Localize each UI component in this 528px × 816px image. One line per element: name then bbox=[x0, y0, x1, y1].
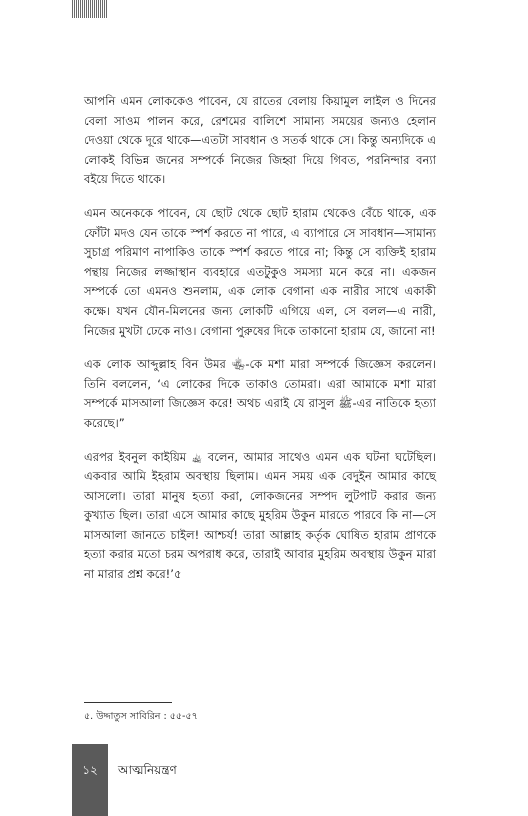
paragraph-4: এরপর ইবনুল কাইয়িম ﵀ বলেন, আমার সাথেও এমন এক ঘটনা ঘটেছিল। একবার আমি ইহরাম অবস্থায় ছিলাম। এমন সময় এক বেদুইন আমার কাছে আসলো। তারা মানুষ হত্যা করা, লোকজনের সম্পদ লুটপাট করার জন্য কুখ্যাত ছিল। তারা এসে আমার কাছে মুহরিম উকুন মারতে পারবে কি না—সে মাসআলা জানতে চাইল! আশ্চর্য! তারা আল্লাহ কর্তৃক ঘোষিত হারাম প্রাণকে হত্যা করার মতো চরম অপরাধ করে, তারাই আবার মুহরিম অবস্থায় উকুন মারা না মারার প্রশ্ন করে!’৫ bbox=[84, 449, 436, 582]
body-text bbox=[84, 92, 436, 599]
running-title: আত্মনিয়ন্ত্রণ bbox=[118, 763, 177, 777]
top-decorative-band bbox=[72, 0, 108, 18]
page-number: ১২ bbox=[82, 763, 98, 777]
paragraph-1: আপনি এমন লোককেও পাবেন, যে রাতের বেলায় কিয়ামুল লাইল ও দিনের বেলা সাওম পালন করে, রেশমের বালিশে সামান্য সময়ের জন্যও হেলান দেওয়া থেকে দূরে থাকে—এতটা সাবধান ও সতর্ক থাকে সে। কিন্তু অন্যদিকে এ লোকই বিভিন্ন জনের সম্পর্কে নিজের জিহ্বা দিয়ে গিবত, পরনিন্দার বন্যা বইয়ে দিতে থাকে। bbox=[84, 94, 436, 187]
paragraph-2: এমন অনেককে পাবেন, যে ছোট থেকে ছোট হারাম থেকেও বেঁচে থাকে, এক ফোঁটা মদও যেন তাকে স্পর্শ করতে না পারে, এ ব্যাপারে সে সাবধান—সামান্য সুচাগ্র পরিমাণ নাপাকিও তাকে স্পর্শ করতে পারে না; কিন্তু সে ব্যক্তিই হারাম পন্থায় নিজের লজ্জাস্থান ব্যবহারে এতটুকুও সমস্যা মনে করে না। একজন সম্পর্কে তো এমনও শুনলাম, এক লোক বেগানা এক নারীর সাথে একাকী কক্ষে। যখন যৌন-মিলনের জন্য লোকটি এগিয়ে এল, সে বলল—এ নারী, নিজের মুখটা ঢেকে নাও। বেগানা পুরুষের দিকে তাকানো হারাম যে, জানো না! bbox=[84, 205, 436, 338]
footnote-divider bbox=[84, 702, 172, 703]
paragraph-3: এক লোক আব্দুল্লাহ বিন উমর ﵄-কে মশা মারা সম্পর্কে জিজ্ঞেস করলেন। তিনি বললেন, ‘এ লোকের দিকে তাকাও তোমরা। এরা আমাকে মশা মারা সম্পর্কে মাসআলা জিজ্ঞেস করে! অথচ এরাই যে রাসুল ﷺ-এর নাতিকে হত্যা করেছে।” bbox=[84, 357, 436, 430]
footnote: ৫. উদ্দাতুস সাবিরিন : ৫৫-৫৭ bbox=[84, 711, 198, 722]
